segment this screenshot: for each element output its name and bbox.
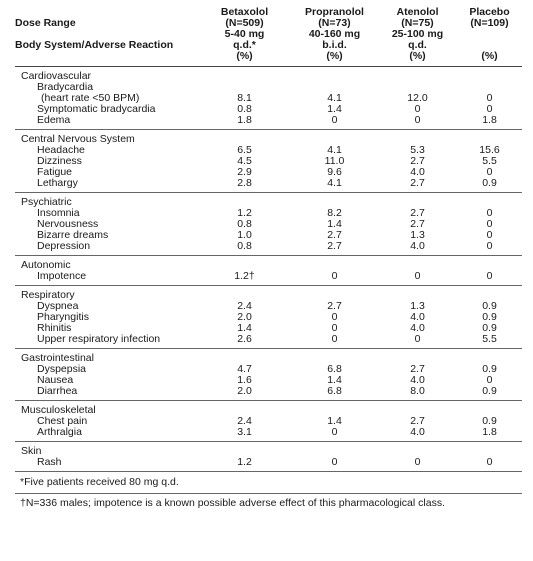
body-system-row [15,256,522,272]
value-propranolol: 0 [291,271,378,286]
value-propranolol: 6.8 [291,386,378,401]
adverse-reaction-label: Edema [15,115,198,130]
value-propranolol: 0 [331,311,338,323]
value-propranolol: 9.6 [327,166,342,178]
value-placebo: 0 [486,166,493,178]
body-system-row [15,442,522,458]
value-placebo: 0 [486,92,493,104]
value-betaxolol: 0.8 [237,103,252,115]
value-propranolol: 4.1 [327,144,342,156]
body-system-label: Body System/Adverse Reaction [15,39,174,51]
table-row [15,115,522,130]
value-propranolol: 0 [291,115,378,130]
value-placebo: 0.9 [482,300,497,312]
column-header-atenolol: Atenolol (N=75) 25-100 mg q.d. (%) [391,6,444,62]
adverse-reaction-label: (heart rate <50 BPM) [41,92,140,104]
value-betaxolol: 0.8 [198,241,291,256]
body-system-row [15,286,522,302]
table-row [15,457,522,472]
table-row [15,301,522,312]
adverse-reaction-label: Dizziness [37,155,82,167]
value-atenolol: 0 [378,334,457,349]
value-betaxolol: 8.1 [237,92,252,104]
value-placebo: 0.9 [457,386,522,401]
table-row [15,104,522,115]
value-betaxolol: 1.2† [198,271,291,286]
value-betaxolol: 1.2 [237,207,252,219]
table-body [15,67,522,472]
table-row [15,167,522,178]
adverse-reaction-label: Rhinitis [37,322,72,334]
value-betaxolol: 2.0 [198,386,291,401]
value-placebo: 0 [486,374,493,386]
adverse-reaction-label: Bradycardia [37,81,94,93]
value-atenolol: 4.0 [378,427,457,442]
value-placebo: 0 [486,103,493,115]
value-atenolol: 4.0 [410,166,425,178]
value-atenolol: 12.0 [407,92,428,104]
table-row [15,386,522,401]
value-atenolol: 2.7 [410,155,425,167]
adverse-reaction-label: Depression [15,241,198,256]
adverse-reaction-label: Nausea [37,374,74,386]
value-placebo: 0.9 [482,322,497,334]
value-betaxolol: 1.2 [198,457,291,472]
body-system-row [15,67,522,83]
adverse-reaction-label: Nervousness [37,218,99,230]
value-propranolol: 0 [291,334,378,349]
adverse-reaction-label: Dyspepsia [37,363,87,375]
value-betaxolol: 1.6 [237,374,252,386]
body-system-row [15,193,522,209]
value-atenolol: 0 [414,103,421,115]
value-propranolol: 0 [291,427,378,442]
body-system-row [15,349,522,365]
value-placebo: 1.8 [457,427,522,442]
value-atenolol: 8.0 [378,386,457,401]
body-system-label: Psychiatric [21,196,72,208]
footnote-dagger: †N=336 males; impotence is a known possible adverse effect of this pharmacological class. [20,497,445,509]
body-system-label: Skin [21,445,42,457]
value-propranolol: 11.0 [324,155,345,167]
body-system-label: Respiratory [21,289,75,301]
table-row [15,178,522,193]
value-betaxolol: 6.5 [237,144,252,156]
value-betaxolol: 3.1 [198,427,291,442]
table-row [15,230,522,241]
dose-range-label: Dose Range Body System/Adverse Reaction [15,5,198,62]
value-propranolol: 2.7 [291,241,378,256]
value-placebo: 0 [486,207,493,219]
adverse-reaction-label: Fatigue [37,166,73,178]
value-placebo: 0 [457,271,522,286]
value-propranolol: 0 [331,322,338,334]
footnote-asterisk: *Five patients received 80 mg q.d. [20,476,179,488]
value-propranolol: 1.4 [327,218,342,230]
value-betaxolol: 2.0 [237,311,252,323]
value-atenolol: 1.3 [410,300,425,312]
value-betaxolol: 0.8 [237,218,252,230]
adverse-reaction-label: Insomnia [37,207,80,219]
footnote-divider [15,493,522,494]
adverse-reaction-label: Impotence [15,271,198,286]
value-atenolol: 2.7 [378,178,457,193]
table-row [15,375,522,386]
adverse-reactions-table [15,5,522,472]
value-betaxolol: 2.9 [237,166,252,178]
table-row [15,334,522,349]
adverse-reaction-label: Dyspnea [37,300,79,312]
value-propranolol: 1.4 [327,374,342,386]
value-atenolol: 1.3 [410,229,425,241]
adverse-reaction-label: Pharyngitis [37,311,89,323]
value-placebo: 5.5 [457,334,522,349]
value-atenolol: 0 [378,457,457,472]
value-placebo: 0 [457,457,522,472]
value-betaxolol: 2.6 [198,334,291,349]
adverse-reaction-label: Diarrhea [15,386,198,401]
value-placebo: 15.6 [479,144,500,156]
table-row [15,241,522,256]
value-atenolol: 4.0 [410,322,425,334]
value-betaxolol: 1.4 [237,322,252,334]
value-propranolol: 1.4 [327,103,342,115]
value-betaxolol: 1.8 [198,115,291,130]
value-atenolol: 4.0 [410,374,425,386]
value-betaxolol: 2.4 [237,300,252,312]
value-placebo: 0.9 [482,311,497,323]
value-placebo: 5.5 [482,155,497,167]
value-atenolol: 2.7 [410,207,425,219]
value-betaxolol: 4.7 [237,363,252,375]
value-propranolol: 0 [291,457,378,472]
adverse-reaction-label: Symptomatic bradycardia [37,103,156,115]
table-row [15,156,522,167]
adverse-reaction-label: Upper respiratory infection [15,334,198,349]
value-propranolol: 2.7 [327,300,342,312]
table-row [15,416,522,427]
table-header [15,5,522,67]
value-placebo: 0 [457,241,522,256]
adverse-reaction-label: Rash [15,457,198,472]
table-row [15,312,522,323]
adverse-reaction-label: Chest pain [37,415,88,427]
column-header-betaxolol: Betaxolol (N=509) 5-40 mg q.d.* (%) [220,6,269,62]
value-betaxolol: 2.4 [237,415,252,427]
adverse-reaction-label: Lethargy [15,178,198,193]
value-placebo: 1.8 [457,115,522,130]
table-row [15,427,522,442]
value-propranolol: 2.7 [327,229,342,241]
value-atenolol: 5.3 [410,144,425,156]
body-system-label: Gastrointestinal [21,352,94,364]
value-placebo: 0 [486,229,493,241]
value-betaxolol: 4.5 [237,155,252,167]
body-system-row [15,401,522,417]
table-row [15,364,522,375]
body-system-label: Central Nervous System [21,133,135,145]
value-atenolol: 2.7 [410,363,425,375]
adverse-reaction-label: Arthralgia [15,427,198,442]
table-row [15,145,522,156]
column-header-placebo: Placebo (N=109) (%) [469,6,510,62]
value-betaxolol: 2.8 [198,178,291,193]
adverse-reaction-label: Headache [37,144,85,156]
column-header-propranolol: Propranolol (N=73) 40-160 mg b.i.d. (%) [305,6,364,62]
value-propranolol: 8.2 [327,207,342,219]
value-propranolol: 4.1 [327,92,342,104]
body-system-label: Cardiovascular [21,70,92,82]
value-propranolol: 4.1 [291,178,378,193]
value-atenolol: 0 [378,115,457,130]
value-propranolol: 6.8 [327,363,342,375]
value-atenolol: 0 [378,271,457,286]
body-system-label: Musculoskeletal [21,404,96,416]
body-system-label: Autonomic [21,259,71,271]
body-system-row [15,130,522,146]
adverse-reaction-label: Bizarre dreams [37,229,109,241]
value-placebo: 0.9 [482,363,497,375]
value-propranolol: 1.4 [327,415,342,427]
value-betaxolol: 1.0 [237,229,252,241]
value-atenolol: 4.0 [410,311,425,323]
table-row [15,271,522,286]
value-atenolol: 2.7 [410,415,425,427]
value-atenolol: 4.0 [378,241,457,256]
value-placebo: 0 [486,218,493,230]
value-placebo: 0.9 [457,178,522,193]
value-placebo: 0.9 [482,415,497,427]
value-atenolol: 2.7 [410,218,425,230]
